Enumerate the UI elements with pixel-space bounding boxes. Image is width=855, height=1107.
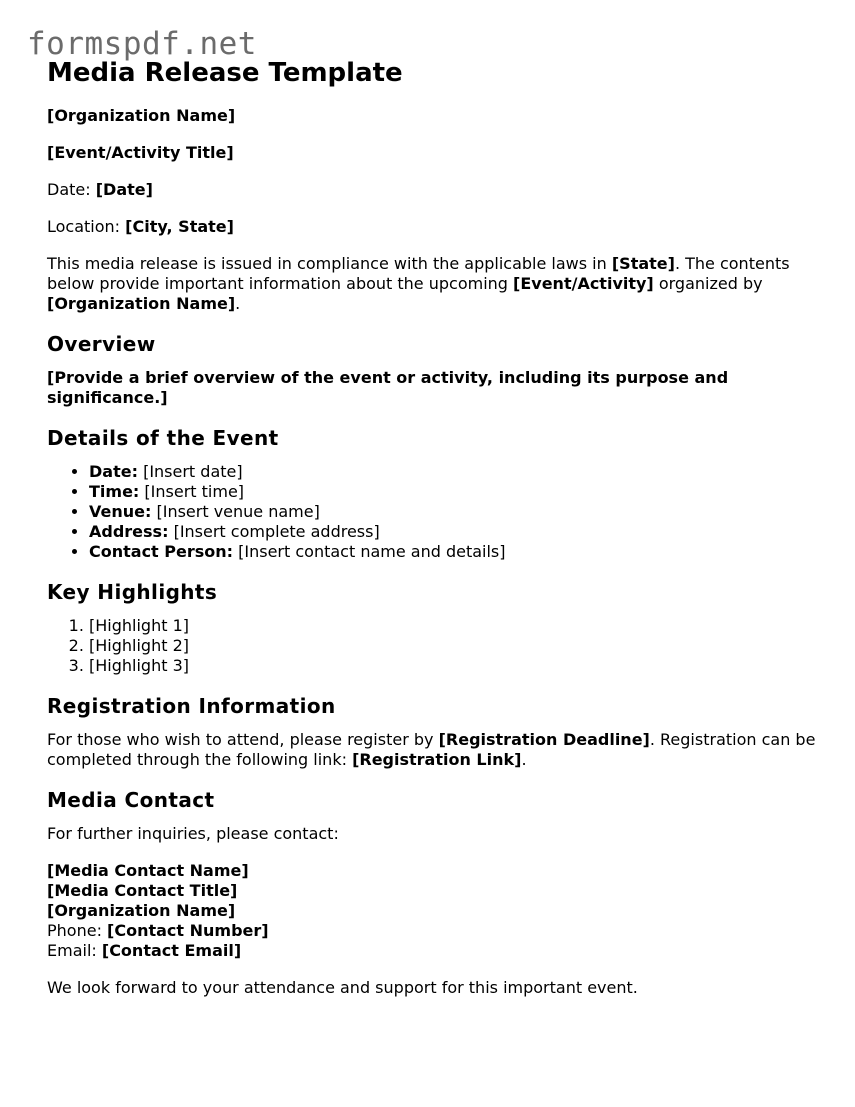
list-item: 2. [Highlight 2] xyxy=(89,636,817,656)
registration-text: For those who wish to attend, please register by [Registration Deadline]. Registration can be completed through the following link: [Registration Link]. xyxy=(47,730,816,769)
document-body xyxy=(47,56,817,1015)
list-item: • Contact Person: [Insert contact name and details] xyxy=(89,542,817,562)
contact-email: Email: [Contact Email] xyxy=(47,941,242,960)
event-title: [Event/Activity Title] xyxy=(47,143,234,162)
overview-heading: Overview xyxy=(47,332,156,356)
media-contact-intro: For further inquiries, please contact: xyxy=(47,824,339,843)
overview-text: [Provide a brief overview of the event or activity, including its purpose and significance.] xyxy=(47,368,729,407)
registration-heading: Registration Information xyxy=(47,694,336,718)
watermark: formspdf.net xyxy=(27,26,257,62)
contact-organization: [Organization Name] xyxy=(47,901,236,920)
contact-title: [Media Contact Title] xyxy=(47,881,238,900)
date-line: Date: [Date] xyxy=(47,180,153,199)
highlights-list xyxy=(47,616,817,676)
page-title: Media Release Template xyxy=(47,58,403,88)
media-contact-block xyxy=(47,861,817,961)
location-line: Location: [City, State] xyxy=(47,217,234,236)
list-item: • Date: [Insert date] xyxy=(89,462,817,482)
contact-phone: Phone: [Contact Number] xyxy=(47,921,269,940)
list-item: 1. [Highlight 1] xyxy=(89,616,817,636)
media-contact-heading: Media Contact xyxy=(47,788,215,812)
list-item: • Venue: [Insert venue name] xyxy=(89,502,817,522)
closing-text: We look forward to your attendance and support for this important event. xyxy=(47,978,638,997)
details-heading: Details of the Event xyxy=(47,426,279,450)
list-item: • Time: [Insert time] xyxy=(89,482,817,502)
organization-name: [Organization Name] xyxy=(47,106,236,125)
intro-paragraph: This media release is issued in compliance with the applicable laws in [State]. The contents below provide important information about the upcoming [Event/Activity] organized by [Organization Name]. xyxy=(47,254,790,313)
contact-name: [Media Contact Name] xyxy=(47,861,249,880)
details-list xyxy=(47,462,817,562)
highlights-heading: Key Highlights xyxy=(47,580,218,604)
list-item: 3. [Highlight 3] xyxy=(89,656,817,676)
list-item: • Address: [Insert complete address] xyxy=(89,522,817,542)
